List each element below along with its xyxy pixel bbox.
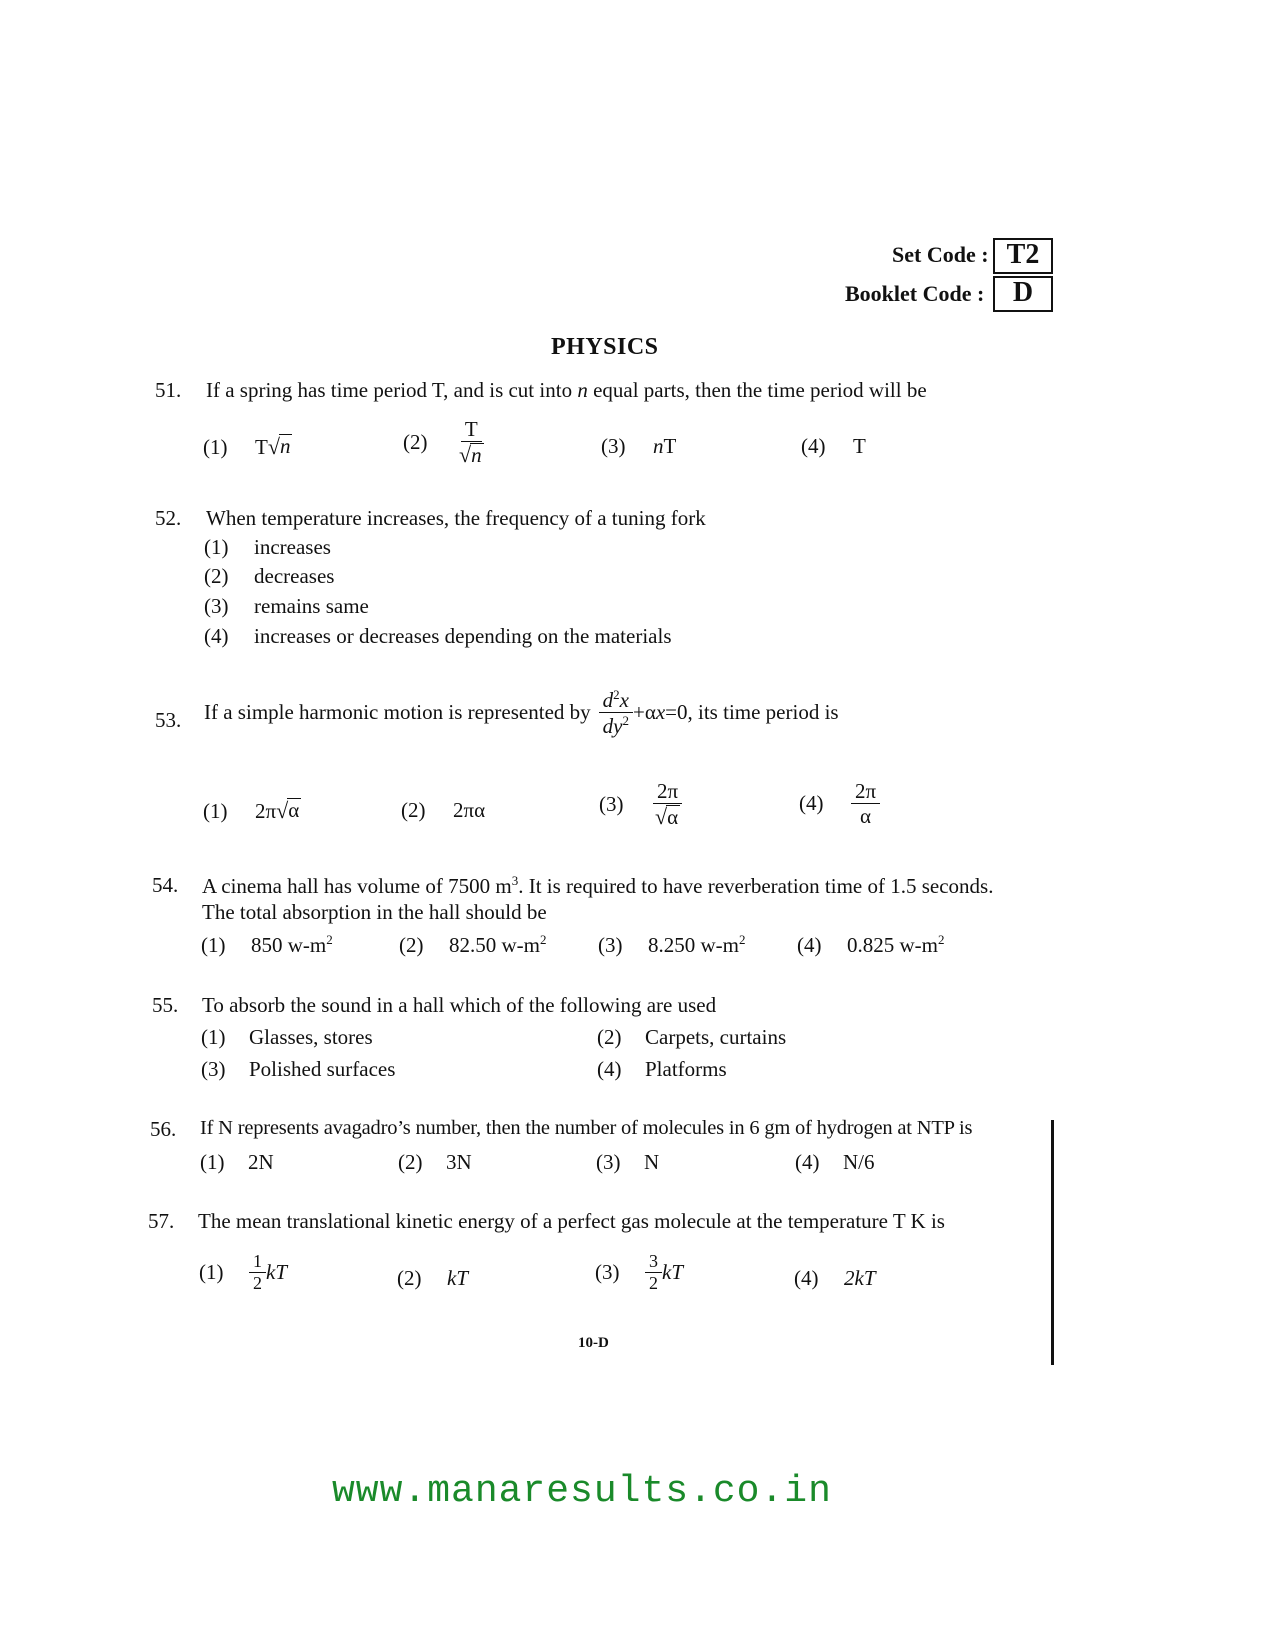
q55-option-3[interactable] bbox=[201, 1057, 395, 1082]
website-watermark: www.manaresults.co.in bbox=[332, 1470, 832, 1513]
q56-option-2[interactable] bbox=[398, 1150, 472, 1175]
q57-option-3[interactable] bbox=[595, 1252, 683, 1293]
option-text: T bbox=[853, 434, 866, 458]
option-math: $\frac{2\pi}{\alpha}$ bbox=[851, 780, 880, 827]
question-number: 57. bbox=[148, 1209, 175, 1233]
q53-option-3[interactable] bbox=[599, 780, 684, 829]
option-text: 3N bbox=[446, 1150, 472, 1174]
option-number: (4) bbox=[204, 624, 229, 648]
option-number: (1) bbox=[201, 933, 226, 957]
q52-option-3[interactable] bbox=[204, 594, 369, 619]
option-number: (1) bbox=[200, 1150, 225, 1174]
option-math-suffix: kT bbox=[662, 1259, 683, 1284]
question-number: 53. bbox=[155, 708, 182, 732]
option-text: 0.825 $w-m^2$ bbox=[847, 932, 945, 957]
option-number: (2) bbox=[397, 1266, 422, 1290]
q52-option-1[interactable] bbox=[204, 535, 331, 560]
q53-option-4[interactable] bbox=[799, 780, 880, 827]
q51-option-4[interactable] bbox=[801, 434, 866, 459]
option-number: (3) bbox=[596, 1150, 621, 1174]
option-text: 2N bbox=[248, 1150, 274, 1174]
option-math-suffix: kT bbox=[266, 1259, 287, 1284]
question-text: If N represents avagadro’s number, then the number of molecules in 6 gm of hydrogen at NTP is bbox=[200, 1117, 973, 1139]
q56-option-1[interactable] bbox=[200, 1150, 274, 1175]
option-number: (1) bbox=[204, 535, 229, 559]
option-number: (2) bbox=[399, 933, 424, 957]
equation: $\frac{d^2x}{dy^2}$ bbox=[599, 688, 633, 737]
option-number: (3) bbox=[204, 594, 229, 618]
q57-option-2[interactable] bbox=[397, 1266, 468, 1291]
option-text: N/6 bbox=[843, 1150, 875, 1174]
option-text: 8.250 $w-m^2$ bbox=[648, 932, 746, 957]
set-code-box: T2 bbox=[993, 238, 1053, 274]
option-math: kT bbox=[447, 1266, 468, 1290]
question-text-after: , its time period is bbox=[687, 700, 839, 725]
option-number: (1) bbox=[203, 799, 228, 823]
question-number: 52. bbox=[155, 506, 182, 530]
q55-option-2[interactable] bbox=[597, 1025, 786, 1050]
option-number: (1) bbox=[199, 1259, 224, 1284]
q57-option-1[interactable] bbox=[199, 1252, 287, 1293]
question-text-line1: A cinema hall has volume of 7500 $m^3$. It is required to have reverberation time of 1.5 seconds. bbox=[202, 873, 994, 898]
option-math: $\frac{3}{2}$ bbox=[645, 1252, 662, 1293]
question-text-before: If a simple harmonic motion is represented by bbox=[204, 700, 591, 725]
q55-option-1[interactable] bbox=[201, 1025, 373, 1050]
question-number: 56. bbox=[150, 1117, 177, 1141]
booklet-code-box: D bbox=[993, 276, 1053, 312]
q53-option-1[interactable] bbox=[203, 798, 301, 824]
set-code-label: Set Code : bbox=[892, 242, 989, 267]
q51-option-3[interactable] bbox=[601, 434, 676, 459]
option-number: (2) bbox=[597, 1025, 622, 1049]
option-number: (1) bbox=[203, 435, 228, 459]
question-text: The mean translational kinetic energy of a perfect gas molecule at the temperature T K is bbox=[198, 1209, 945, 1233]
question-text: To absorb the sound in a hall which of the following are used bbox=[202, 993, 717, 1017]
page-footer: 10-D bbox=[578, 1335, 609, 1351]
q54-option-4[interactable] bbox=[797, 932, 945, 958]
option-number: (4) bbox=[797, 933, 822, 957]
q52-option-2[interactable] bbox=[204, 564, 334, 589]
booklet-code-label: Booklet Code : bbox=[845, 281, 985, 306]
option-number: (3) bbox=[595, 1259, 620, 1284]
option-math: T √ n bbox=[459, 417, 482, 468]
subject-title: PHYSICS bbox=[551, 334, 659, 360]
option-math: T √ n bbox=[255, 434, 291, 459]
q57-option-4[interactable] bbox=[794, 1266, 876, 1291]
q54-option-1[interactable] bbox=[201, 932, 333, 958]
equation-rest: +αx=0 bbox=[632, 700, 688, 725]
question-text: When temperature increases, the frequency of a tuning fork bbox=[206, 506, 706, 530]
option-number: (4) bbox=[799, 791, 824, 816]
option-number: (2) bbox=[403, 430, 428, 455]
question-number: 55. bbox=[152, 993, 179, 1017]
option-text: Carpets, curtains bbox=[645, 1025, 787, 1049]
q51-option-1[interactable] bbox=[203, 434, 292, 460]
option-math: 2π √ α bbox=[255, 798, 300, 823]
option-number: (3) bbox=[601, 434, 626, 458]
option-text: increases or decreases depending on the materials bbox=[254, 624, 672, 648]
q56-option-4[interactable] bbox=[795, 1150, 875, 1175]
q54-option-3[interactable] bbox=[598, 932, 746, 958]
q53-option-2[interactable] bbox=[401, 798, 485, 823]
q51-option-2[interactable] bbox=[403, 418, 488, 467]
question-number: 51. bbox=[155, 378, 182, 402]
option-text: increases bbox=[254, 535, 331, 559]
option-text: Platforms bbox=[645, 1057, 727, 1081]
q52-option-4[interactable] bbox=[204, 624, 672, 649]
question-text bbox=[204, 688, 839, 737]
option-number: (1) bbox=[201, 1025, 226, 1049]
question-number: 54. bbox=[152, 873, 179, 897]
q55-option-4[interactable] bbox=[597, 1057, 727, 1082]
question-text: If a spring has time period T, and is cut into n equal parts, then the time period will be bbox=[206, 378, 927, 402]
option-math: 2π √ α bbox=[651, 780, 684, 829]
option-text: remains same bbox=[254, 594, 369, 618]
option-math: $\frac{1}{2}$ bbox=[249, 1252, 266, 1293]
question-text-line2: The total absorption in the hall should be bbox=[202, 900, 547, 924]
option-number: (2) bbox=[398, 1150, 423, 1174]
option-number: (3) bbox=[598, 933, 623, 957]
q54-option-2[interactable] bbox=[399, 932, 547, 958]
option-number: (2) bbox=[204, 564, 229, 588]
option-text: 82.50 $w-m^2$ bbox=[449, 932, 547, 957]
q56-option-3[interactable] bbox=[596, 1150, 659, 1175]
option-number: (4) bbox=[801, 434, 826, 458]
option-text: 850 $w-m^2$ bbox=[251, 932, 333, 957]
option-text: decreases bbox=[254, 564, 335, 588]
option-text: 2πα bbox=[453, 798, 486, 822]
option-number: (4) bbox=[795, 1150, 820, 1174]
option-number: (4) bbox=[794, 1266, 819, 1290]
option-number: (2) bbox=[401, 798, 426, 822]
option-number: (3) bbox=[599, 792, 624, 817]
option-number: (3) bbox=[201, 1057, 226, 1081]
option-text: N bbox=[644, 1150, 660, 1174]
option-math: 2kT bbox=[844, 1266, 876, 1290]
option-math: nT bbox=[653, 434, 677, 458]
option-number: (4) bbox=[597, 1057, 622, 1081]
option-text: Glasses, stores bbox=[249, 1025, 373, 1049]
option-text: Polished surfaces bbox=[249, 1057, 396, 1081]
scan-edge-line bbox=[1051, 1120, 1054, 1365]
